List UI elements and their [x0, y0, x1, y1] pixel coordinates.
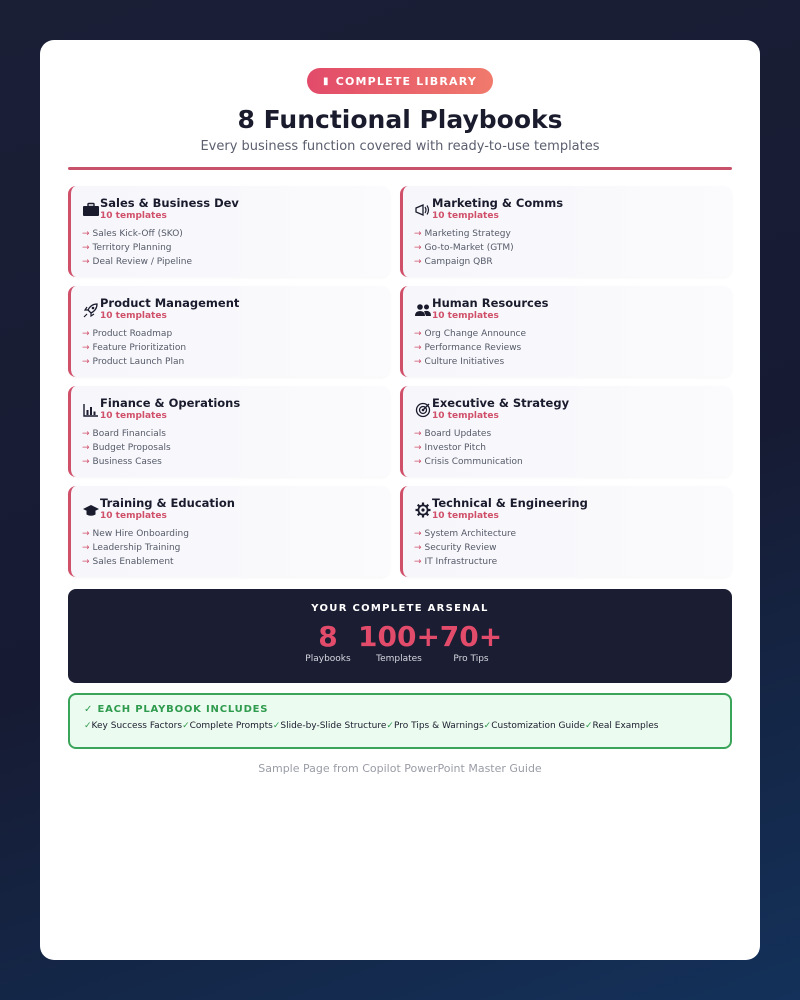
- includes-list: [84, 721, 716, 731]
- includes-item: ✓Pro Tips & Warnings: [386, 721, 484, 731]
- playbook-name: Marketing & Comms: [432, 196, 564, 210]
- playbook-count: 10 templates: [100, 211, 167, 221]
- footer-note: Sample Page from Copilot PowerPoint Master Guide: [258, 762, 542, 775]
- playbook-item: → Board Updates: [414, 429, 492, 439]
- stat-label: Pro Tips: [453, 654, 489, 664]
- playbook-name: Human Resources: [432, 296, 549, 310]
- library-badge: [307, 68, 493, 94]
- playbook-item: → Investor Pitch: [414, 443, 486, 453]
- playbook-item: → Performance Reviews: [414, 343, 522, 353]
- playbook-item: → Sales Kick-Off (SKO): [82, 229, 183, 239]
- playbook-card: [400, 286, 732, 377]
- playbook-name: Sales & Business Dev: [100, 196, 239, 210]
- includes-panel: [68, 693, 732, 749]
- playbook-item: → Feature Prioritization: [82, 343, 187, 353]
- playbook-name: Finance & Operations: [100, 396, 241, 410]
- playbook-item: → Campaign QBR: [414, 257, 493, 267]
- graduation-cap-icon: [82, 501, 100, 519]
- playbook-item: → System Architecture: [414, 529, 517, 539]
- playbook-item: → Marketing Strategy: [414, 229, 511, 239]
- stat-label: Playbooks: [305, 654, 351, 664]
- playbook-card: [68, 486, 390, 577]
- playbook-item: → Sales Enablement: [82, 557, 174, 567]
- megaphone-icon: [414, 201, 432, 219]
- playbook-card: [68, 186, 390, 277]
- playbook-item: → Business Cases: [82, 457, 162, 467]
- playbook-count: 10 templates: [432, 411, 499, 421]
- playbook-name: Product Management: [100, 296, 240, 310]
- people-icon: [414, 301, 432, 319]
- playbook-item: → IT Infrastructure: [414, 557, 498, 567]
- playbook-item: → Budget Proposals: [82, 443, 171, 453]
- playbook-item: → Security Review: [414, 543, 497, 553]
- playbook-count: 10 templates: [432, 511, 499, 521]
- playbook-item: → Leadership Training: [82, 543, 181, 553]
- playbook-grid: [68, 186, 732, 577]
- includes-item: ✓Slide-by-Slide Structure: [272, 721, 387, 731]
- playbooks-card: [40, 40, 760, 960]
- playbook-item: → Org Change Announce: [414, 329, 527, 339]
- playbook-count: 10 templates: [432, 211, 499, 221]
- playbook-name: Technical & Engineering: [432, 496, 588, 510]
- playbook-card: [68, 286, 390, 377]
- playbook-item: → Board Financials: [82, 429, 166, 439]
- playbook-item: → Go-to-Market (GTM): [414, 243, 514, 253]
- playbook-card: [400, 486, 732, 577]
- page-title: 8 Functional Playbooks: [237, 105, 563, 134]
- bar-chart-icon: [82, 401, 100, 419]
- playbook-count: 10 templates: [100, 411, 167, 421]
- stat-value: 8: [318, 620, 338, 653]
- stat-playbooks: [298, 622, 358, 664]
- stat-pro-tips: [440, 622, 502, 664]
- playbook-count: 10 templates: [100, 511, 167, 521]
- playbook-item: → Product Launch Plan: [82, 357, 185, 367]
- playbook-count: 10 templates: [100, 311, 167, 321]
- playbook-item: → Territory Planning: [82, 243, 172, 253]
- rocket-icon: [82, 301, 100, 319]
- stats-row: [68, 622, 732, 664]
- stat-label: Templates: [376, 654, 422, 664]
- playbook-card: [400, 186, 732, 277]
- page-subtitle: Every business function covered with ready-to-use templates: [200, 139, 600, 154]
- arsenal-title: YOUR COMPLETE ARSENAL: [311, 603, 489, 614]
- playbook-item: → Deal Review / Pipeline: [82, 257, 192, 267]
- briefcase-icon: [82, 201, 100, 219]
- playbook-card: [400, 386, 732, 477]
- stat-value: 100+: [358, 620, 440, 653]
- playbook-card: [68, 386, 390, 477]
- includes-item: ✓Key Success Factors: [84, 721, 183, 731]
- includes-item: ✓Complete Prompts: [182, 721, 273, 731]
- playbook-item: → Culture Initiatives: [414, 357, 505, 367]
- includes-title: ✓ EACH PLAYBOOK INCLUDES: [84, 704, 269, 715]
- badge-label: COMPLETE LIBRARY: [335, 74, 477, 88]
- playbook-item: → New Hire Onboarding: [82, 529, 189, 539]
- playbook-item: → Product Roadmap: [82, 329, 173, 339]
- book-icon: ▮: [322, 75, 330, 87]
- divider: [68, 167, 732, 170]
- playbook-item: → Crisis Communication: [414, 457, 523, 467]
- playbook-name: Training & Education: [100, 496, 235, 510]
- stat-value: 70+: [439, 620, 503, 653]
- arsenal-panel: [68, 589, 732, 683]
- includes-item: ✓Real Examples: [584, 721, 659, 731]
- target-icon: [414, 401, 432, 419]
- includes-item: ✓Customization Guide: [483, 721, 585, 731]
- stat-templates: [358, 622, 440, 664]
- playbook-count: 10 templates: [432, 311, 499, 321]
- playbook-name: Executive & Strategy: [432, 396, 570, 410]
- gear-icon: [414, 501, 432, 519]
